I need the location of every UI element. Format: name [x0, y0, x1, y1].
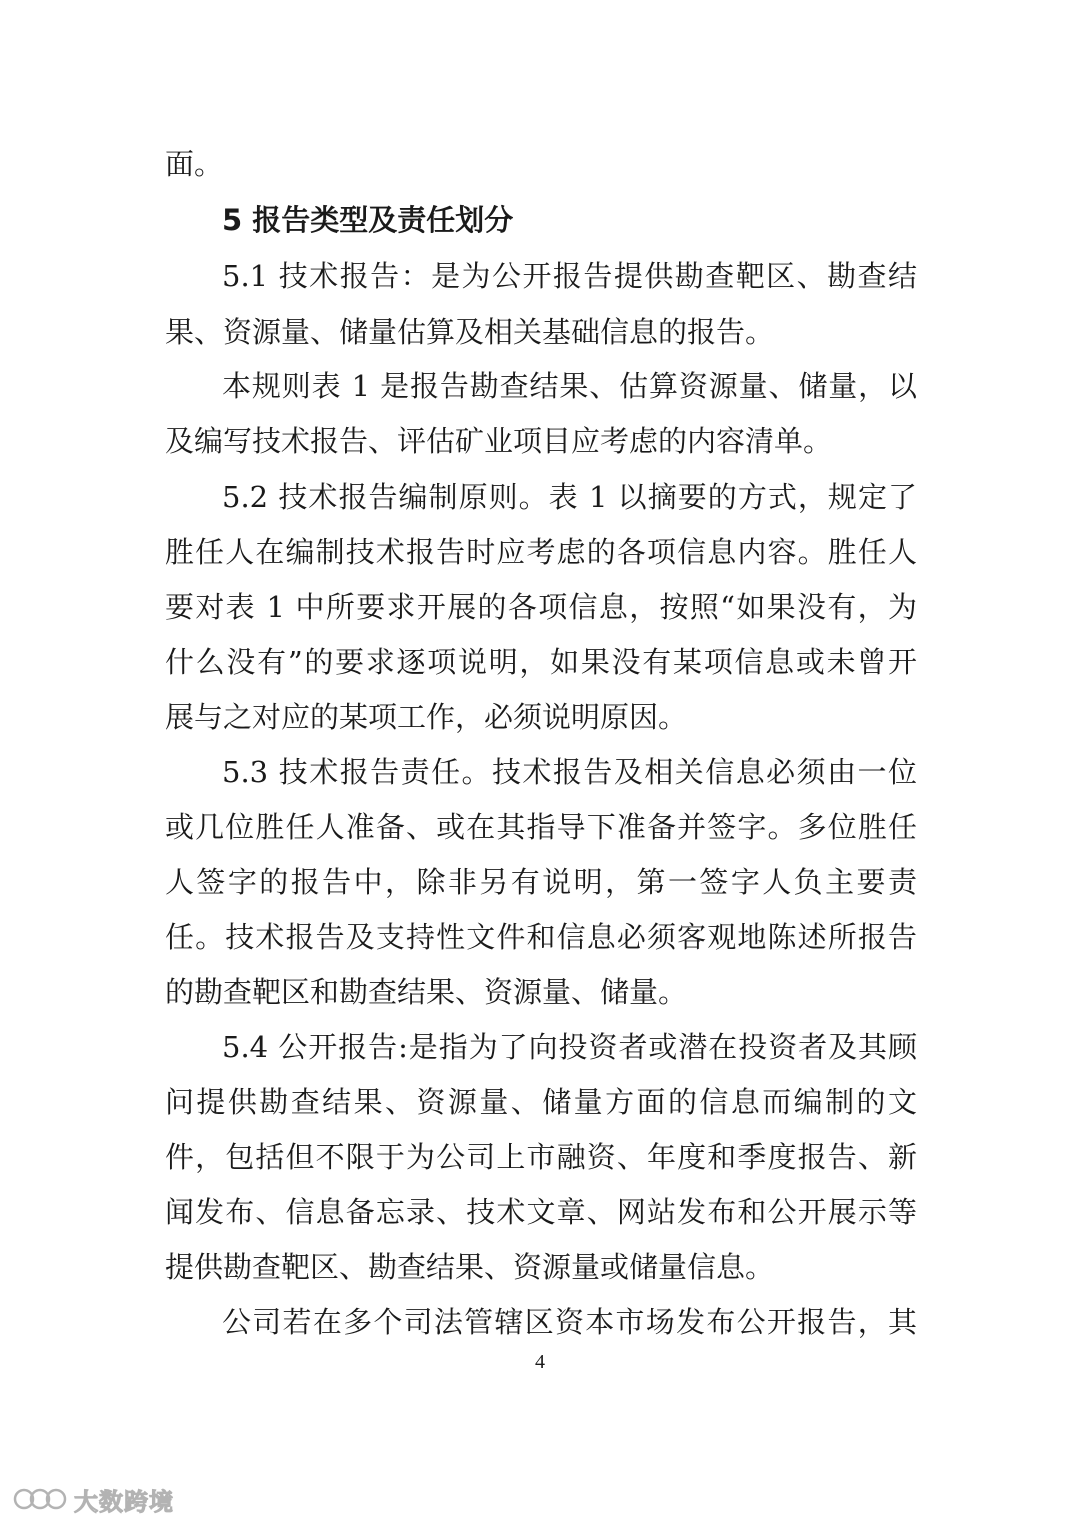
paragraph-line: 5.1 技术报告：是为公开报告提供勘查靶区、勘查结: [222, 259, 917, 293]
logo-icon: [12, 1484, 68, 1514]
paragraph-line: 胜任人在编制技术报告时应考虑的各项信息内容。胜任人: [165, 535, 917, 569]
paragraph-line: 5.3 技术报告责任。技术报告及相关信息必须由一位: [222, 755, 917, 789]
page-number: 4: [535, 1351, 545, 1373]
paragraph-line: 问提供勘查结果、资源量、储量方面的信息而编制的文: [165, 1085, 917, 1119]
paragraph-line: 及编写技术报告、评估矿业项目应考虑的内容清单。: [165, 424, 833, 458]
paragraph-line: 提供勘查靶区、勘查结果、资源量或储量信息。: [165, 1250, 775, 1284]
paragraph-line: 本规则表 1 是报告勘查结果、估算资源量、储量，以: [222, 369, 917, 403]
paragraph-line: 的勘查靶区和勘查结果、资源量、储量。: [165, 975, 688, 1009]
paragraph-line: 任。技术报告及支持性文件和信息必须客观地陈述所报告: [165, 920, 917, 954]
section-heading: 5 报告类型及责任划分: [222, 203, 514, 237]
paragraph-line: 5.2 技术报告编制原则。表 1 以摘要的方式，规定了: [222, 480, 917, 514]
watermark: [12, 1482, 174, 1516]
paragraph-line: 或几位胜任人准备、或在其指导下准备并签字。多位胜任: [165, 810, 917, 844]
paragraph-line: 件，包括但不限于为公司上市融资、年度和季度报告、新: [165, 1140, 917, 1174]
paragraph-line: 什么没有”的要求逐项说明，如果没有某项信息或未曾开: [165, 645, 917, 679]
paragraph-line: 5.4 公开报告:是指为了向投资者或潜在投资者及其顾: [222, 1030, 917, 1064]
watermark-text: 大数跨境: [74, 1487, 174, 1516]
paragraph-line: 果、资源量、储量估算及相关基础信息的报告。: [165, 315, 775, 349]
paragraph-line: 闻发布、信息备忘录、技术文章、网站发布和公开展示等: [165, 1195, 917, 1229]
paragraph-line: 展与之对应的某项工作，必须说明原因。: [165, 700, 688, 734]
paragraph-line: 人签字的报告中，除非另有说明，第一签字人负主要责: [165, 865, 917, 899]
paragraph-line: 要对表 1 中所要求开展的各项信息，按照“如果没有，为: [165, 590, 917, 624]
paragraph-line: 面。: [165, 147, 224, 181]
paragraph-line: 公司若在多个司法管辖区资本市场发布公开报告，其: [222, 1305, 917, 1339]
